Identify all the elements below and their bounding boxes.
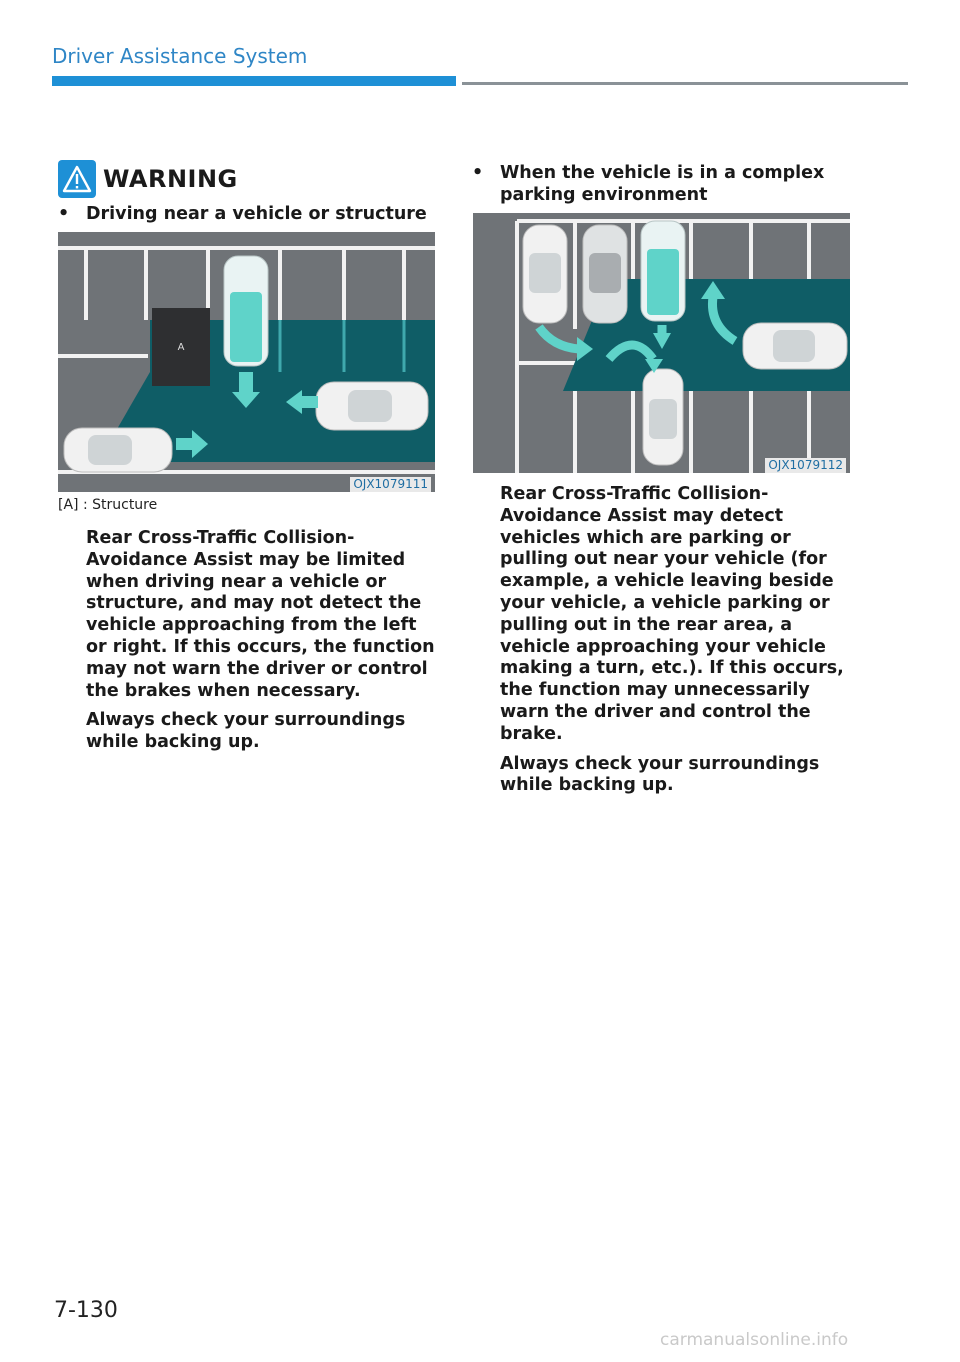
warning-heading	[58, 160, 238, 198]
paragraph: Always check your surroundings while backing up.	[500, 753, 820, 796]
figure-code: OJX1079112	[765, 458, 846, 473]
left-body	[86, 528, 436, 762]
watermark: carmanualsonline.info	[660, 1330, 849, 1350]
section-title: Driver Assistance System	[52, 44, 308, 68]
bullet-item-right	[472, 162, 852, 206]
figure-complex-parking	[473, 213, 850, 473]
bullet-dot: •	[58, 204, 70, 224]
figure-code: OJX1079111	[350, 477, 431, 492]
header-rule-accent	[52, 76, 456, 86]
page-number: 7-130	[54, 1298, 118, 1323]
warning-icon	[58, 160, 96, 198]
figure-structure	[58, 232, 435, 492]
paragraph: Rear Cross-Traffic Collision-Avoidance Assist may detect vehicles which are parking or pulling out near your vehicle (for example, a vehicle leaving beside your vehicle, a vehicle parking or pulling out in the rear area, a vehicle approaching your vehicle making a turn, etc.). If this occurs, the function may unnecessarily warn the driver and control the brake.	[500, 484, 844, 744]
right-body	[500, 484, 854, 805]
paragraph: Always check your surroundings while backing up.	[86, 710, 406, 753]
paragraph: Rear Cross-Traffic Collision-Avoidance Assist may be limited when driving near a vehicle or structure, and may not detect the vehicle approaching from the left or right. If this occurs, the function may not warn the driver or control the brakes when necessary.	[86, 528, 435, 701]
bullet-text: Driving near a vehicle or structure	[86, 204, 427, 224]
bullet-text: When the vehicle is in a complex parking environment	[500, 163, 825, 205]
figure-caption: [A] : Structure	[58, 497, 158, 513]
warning-title: WARNING	[103, 165, 238, 193]
structure-label: A	[177, 342, 185, 353]
bullet-dot: •	[472, 163, 484, 183]
header-rule	[462, 82, 908, 85]
bullet-item-left	[58, 203, 448, 225]
